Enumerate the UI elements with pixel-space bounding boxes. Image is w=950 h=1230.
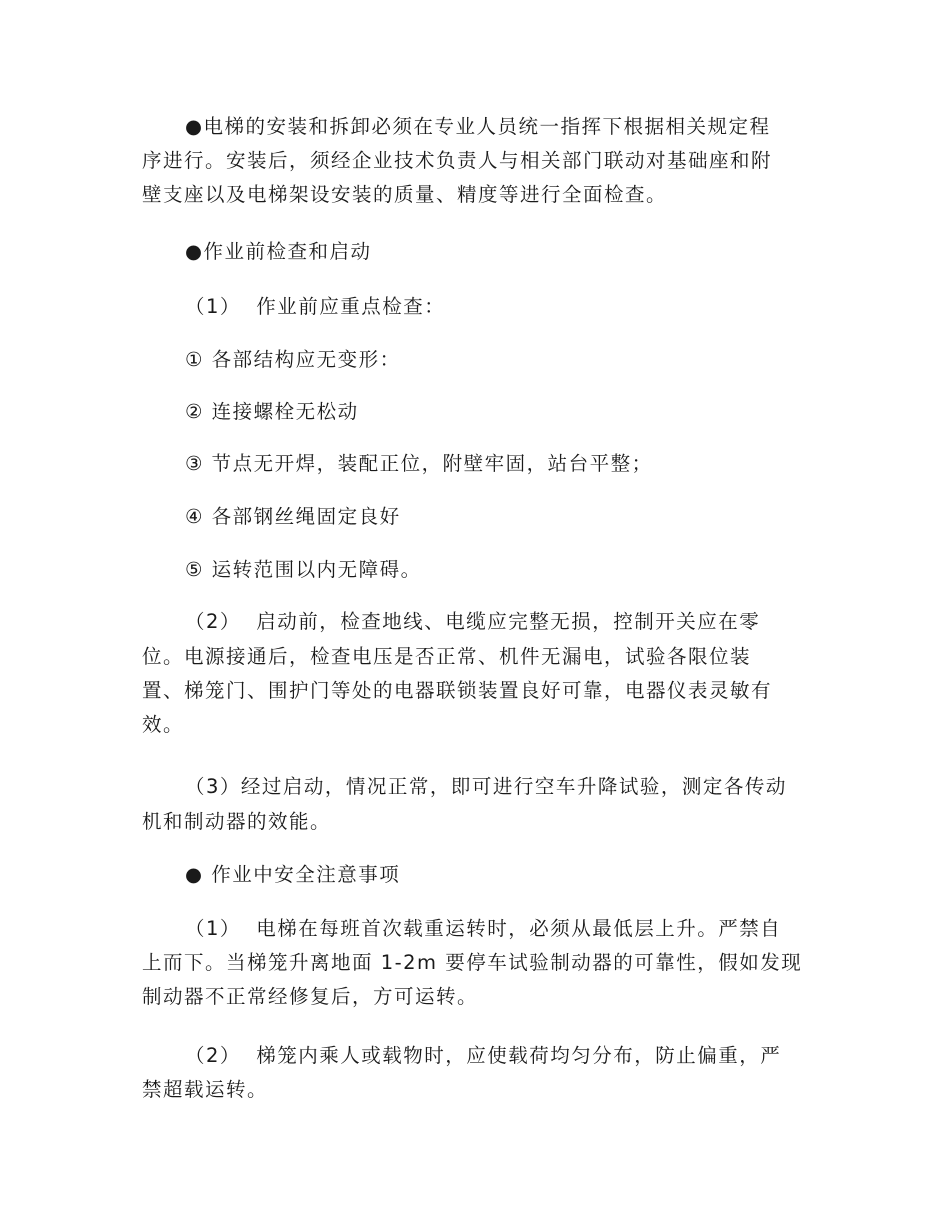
text-line: 机和制动器的效能。 <box>142 810 332 833</box>
text-line: （2） 梯笼内乘人或载物时，应使载荷均匀分布，防止偏重，严 <box>185 1044 782 1067</box>
list-item: ② 连接螺栓无松动 <box>185 400 359 423</box>
text-line: 上而下。当梯笼升离地面 1-2m 要停车试验制动器的可靠性，假如发现 <box>142 951 803 974</box>
text-line: 位。电源接通后，检查电压是否正常、机件无漏电，试验各限位装 <box>142 645 752 668</box>
text-line: 制动器不正常经修复后，方可运转。 <box>142 985 479 1008</box>
list-item: ① 各部结构应无变形： <box>185 348 401 371</box>
text-line: 置、梯笼门、围护门等处的电器联锁装置良好可靠，电器仪表灵敏有 <box>142 679 773 702</box>
text-line: 禁超载运转。 <box>142 1078 269 1101</box>
text-line: 效。 <box>142 713 185 736</box>
text-line: 序进行。安装后，须经企业技术负责人与相关部门联动对基础座和附 <box>142 149 773 172</box>
list-item: ③ 节点无开焊，装配正位，附壁牢固，站台平整； <box>185 452 653 475</box>
section-heading: ●作业前检查和启动 <box>185 240 372 263</box>
text-line: （2） 启动前，检查地线、电缆应完整无损，控制开关应在零 <box>185 610 761 633</box>
text-line: （1） 电梯在每班首次载重运转时，必须从最低层上升。严禁自 <box>185 917 782 940</box>
text-line: 壁支座以及电梯架设安装的质量、精度等进行全面检查。 <box>142 183 668 206</box>
text-line: （1） 作业前应重点检查： <box>185 295 446 318</box>
list-item: ④ 各部钢丝绳固定良好 <box>185 505 401 528</box>
section-heading: ● 作业中安全注意事项 <box>185 863 401 886</box>
list-item: ⑤ 运转范围以内无障碍。 <box>185 558 422 581</box>
text-line: （3）经过启动，情况正常，即可进行空车升降试验，测定各传动 <box>185 775 787 798</box>
text-line: ●电梯的安装和拆卸必须在专业人员统一指挥下根据相关规定程 <box>185 115 771 138</box>
